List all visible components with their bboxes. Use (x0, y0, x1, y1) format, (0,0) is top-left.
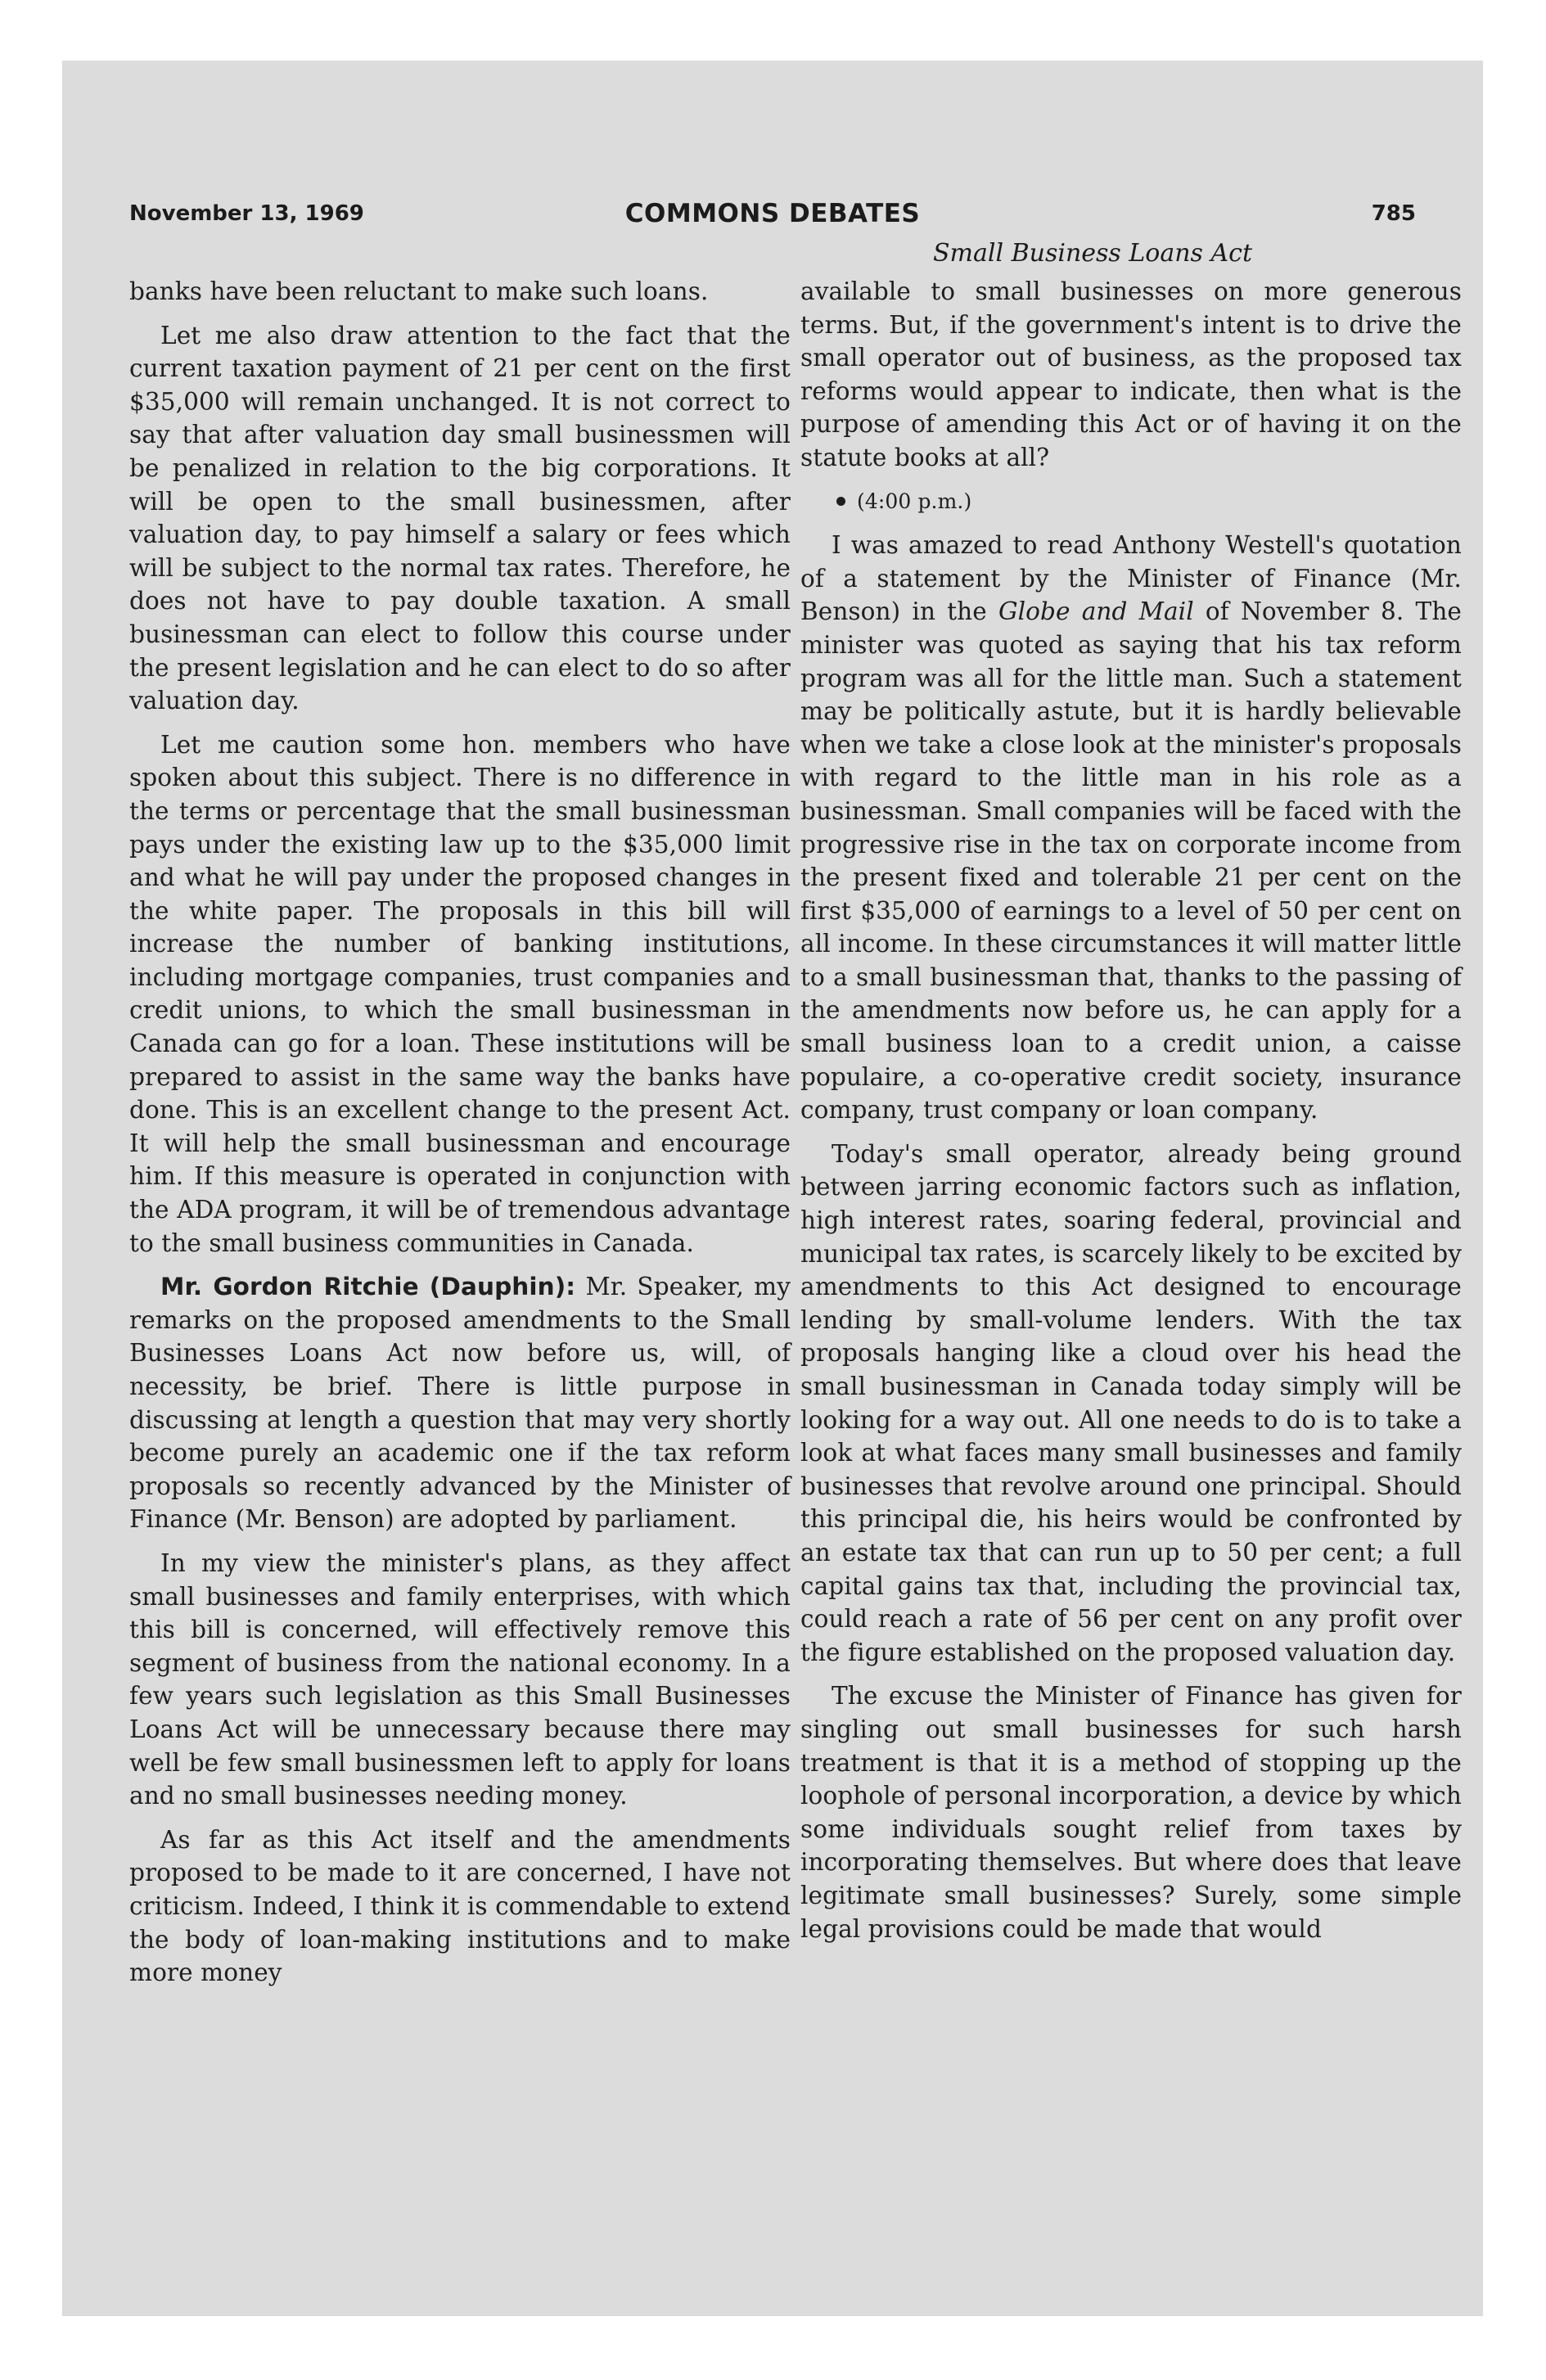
paragraph: In my view the minister's plans, as they affect small businesses and family enterprises, with which this bill is concerned, will effectively remove this segment of business from the national economy. In a few years such legislation as this Small Businesses Loans Act will be unnecessary because there may well be few small businessmen left to apply for loans and no small businesses needing money. (129, 1548, 791, 1810)
paragraph (800, 529, 1462, 1127)
speaker-paragraph (129, 1270, 791, 1536)
section-subject-heading: Small Business Loans Act (932, 239, 1252, 268)
running-head (129, 201, 1416, 237)
header-date: November 13, 1969 (129, 201, 364, 226)
paragraph: available to small businesses on more generous terms. But, if the government's intent is to drive the small operator out of business, as the proposed tax reforms would appear to indicate, then what is the purpose of amending this Act or of having it on the statute books at all? (800, 277, 1462, 471)
paragraph: banks have been reluctant to make such loans. (129, 277, 709, 305)
header-page-number: 785 (1371, 201, 1416, 226)
speaker-name: Mr. Gordon Ritchie (Dauphin): (160, 1273, 576, 1301)
paragraph: The excuse the Minister of Finance has given for singling out small businesses for such harsh treatment is that it is a method of stopping up the loophole of personal incorporation, a device by which some individuals sought relief from taxes by incorporating themselves. But where does that leave legitimate small businesses? Surely, some simple legal provisions could be made that would (800, 1682, 1462, 1943)
time-stamp (800, 485, 1462, 519)
bullet-icon (836, 497, 845, 506)
newspaper-title: Globe and Mail (998, 597, 1194, 626)
paragraph-text: of November 8. The minister was quoted as saying that his tax reform program was all for the little man. Such a statement may be politically astute, but it is hardly believable when we take a close look at the minister's proposals with regard to the little man in his role as a businessman. Small companies will be faced with the progressive rise in the tax on corporate income from the present fixed and tolerable 21 per cent on the first $35,000 of earnings to a level of 50 per cent on all income. In these circumstances it will matter little to a small businessman that, thanks to the passing of the amendments now before us, he can apply for a small business loan to a credit union, a caisse populaire, a co-operative credit society, insurance company, trust company or loan company. (800, 597, 1462, 1125)
scanned-page (62, 61, 1483, 2316)
right-column (800, 275, 1462, 1956)
header-journal-title: COMMONS DEBATES (624, 199, 921, 228)
speech-text: Mr. Speaker, my remarks on the proposed amendments to the Small Businesses Loans Act now before us, will, of necessity, be brief. There is little purpose in discussing at length a question that may very shortly become purely an academic one if the tax reform proposals so recently advanced by the Minister of Finance (Mr. Benson) are adopted by parliament. (129, 1273, 791, 1534)
paragraph: Today's small operator, already being ground between jarring economic factors such as inflation, high interest rates, soaring federal, provincial and municipal tax rates, is scarcely likely to be excited by amendments to this Act designed to encourage lending by small-volume lenders. With the tax proposals hanging like a cloud over his head the small businessman in Canada today simply will be looking for a way out. All one needs to do is to take a look at what faces many small businesses and family businesses that revolve around one principal. Should this principal die, his heirs would be confronted by an estate tax that can run up to 50 per cent; a full capital gains tax that, including the provincial tax, could reach a rate of 56 per cent on any profit over the figure established on the proposed valuation day. (800, 1139, 1462, 1666)
paragraph: Let me caution some hon. members who have spoken about this subject. There is no difference in the terms or percentage that the small businessman pays under the existing law up to the $35,000 limit and what he will pay under the proposed changes in the white paper. The proposals in this bill will increase the number of banking institutions, including mortgage companies, trust companies and credit unions, to which the small businessman in Canada can go for a loan. These institutions will be prepared to assist in the same way the banks have done. This is an excellent change to the present Act. It will help the small businessman and encourage him. If this measure is operated in conjunction with the ADA program, it will be of tremendous advantage to the small business communities in Canada. (129, 730, 791, 1257)
paragraph-text: I was amazed to read Anthony Westell's quotation of a statement by the Minister of Finance (Mr. Benson) in the (800, 531, 1462, 626)
paragraph: Let me also draw attention to the fact that the current taxation payment of 21 per cent on the first $35,000 will remain unchanged. It is not correct to say that after valuation day small businessmen will be penalized in relation to the big corporations. It will be open to the small businessmen, after valuation day, to pay himself a salary or fees which will be subject to the normal tax rates. Therefore, he does not have to pay double taxation. A small businessman can elect to follow this course under the present legislation and he can elect to do so after valuation day. (129, 321, 791, 715)
left-column (129, 275, 791, 2000)
time-stamp-text: (4:00 p.m.) (857, 489, 972, 513)
paragraph: As far as this Act itself and the amendments proposed to be made to it are concerned, I have not criticism. Indeed, I think it is commendable to extend the body of loan-making institutions and to make more money (129, 1825, 791, 1987)
